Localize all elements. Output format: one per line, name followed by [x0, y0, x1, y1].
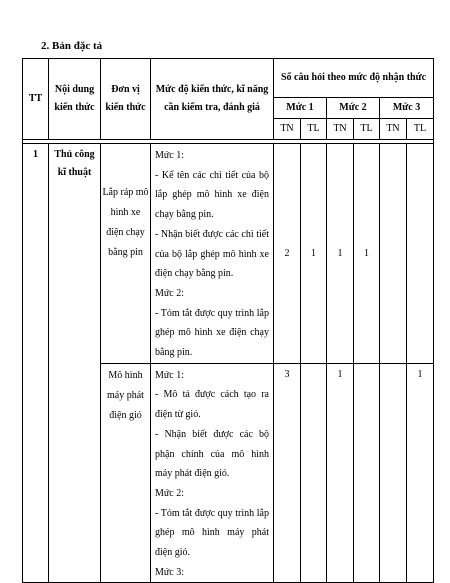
description-line: - Tóm tắt được quy trình lắp ghép mô hình máy phát điện gió.	[155, 507, 269, 559]
count-cell: 1	[327, 144, 354, 364]
description-line: - Nhận biết được các chi tiết của bộ lắp ghép mô hình xe điện chạy bằng pin.	[155, 228, 269, 280]
specification-table	[22, 58, 434, 583]
header-level-3: Mức 3	[380, 98, 434, 119]
content-cell: Thủ công kĩ thuật	[49, 144, 101, 583]
header-sub-tl: TL	[407, 119, 434, 140]
header-sub-tn: TN	[380, 119, 407, 140]
count-cell	[407, 144, 434, 364]
section-title: 2. Bản đặc tả	[41, 40, 103, 52]
count-cell	[301, 363, 327, 583]
header-level-1: Mức 1	[274, 98, 327, 119]
description-cell	[151, 144, 274, 364]
header-tt: TT	[23, 59, 49, 140]
description-line: Mức 1:	[155, 150, 185, 161]
description-line: Mức 1:	[155, 369, 185, 381]
header-content: Nội dung kiến thức	[49, 59, 101, 140]
header-level-desc: Mức độ kiến thức, kĩ năng cần kiểm tra, đánh giá	[151, 59, 274, 140]
count-cell: 1	[327, 363, 354, 583]
count-cell: 1	[354, 144, 380, 364]
header-sub-tl: TL	[354, 119, 380, 140]
header-unit: Đơn vị kiến thức	[101, 59, 151, 140]
description-line: - Kể tên các chi tiết của bộ lắp ghép mô hình xe điện chạy bằng pin.	[155, 169, 269, 221]
table-row	[23, 144, 434, 364]
count-cell	[380, 363, 407, 583]
unit-cell: Lắp ráp mô hình xe điện chạy bằng pin	[101, 144, 151, 364]
description-line: - Tóm tắt được quy trình lắp ghép mô hình xe điện chạy bằng pin.	[155, 307, 269, 359]
description-line: - Nhận biết được các bộ phận chính của mô hình máy phát điện gió.	[155, 428, 269, 480]
count-cell: 3	[274, 363, 301, 583]
header-level-2: Mức 2	[327, 98, 380, 119]
header-sub-tn: TN	[274, 119, 301, 140]
header-sub-tl: TL	[301, 119, 327, 140]
description-line: Mức 2:	[155, 287, 185, 299]
row-number: 1	[23, 144, 49, 583]
description-cell	[151, 363, 274, 583]
count-cell: 2	[274, 144, 301, 364]
description-line: - Mô tả được cách tạo ra điện từ gió.	[155, 389, 269, 421]
description-line: Mức 2:	[155, 487, 185, 499]
unit-cell: Mô hình máy phát điện gió	[101, 363, 151, 583]
count-cell: 1	[301, 144, 327, 364]
description-line: Mức 3:	[155, 566, 185, 578]
count-cell	[380, 144, 407, 364]
count-cell	[354, 363, 380, 583]
header-question-count: Số câu hỏi theo mức độ nhận thức	[274, 59, 434, 98]
count-cell: 1	[407, 363, 434, 583]
header-sub-tn: TN	[327, 119, 354, 140]
